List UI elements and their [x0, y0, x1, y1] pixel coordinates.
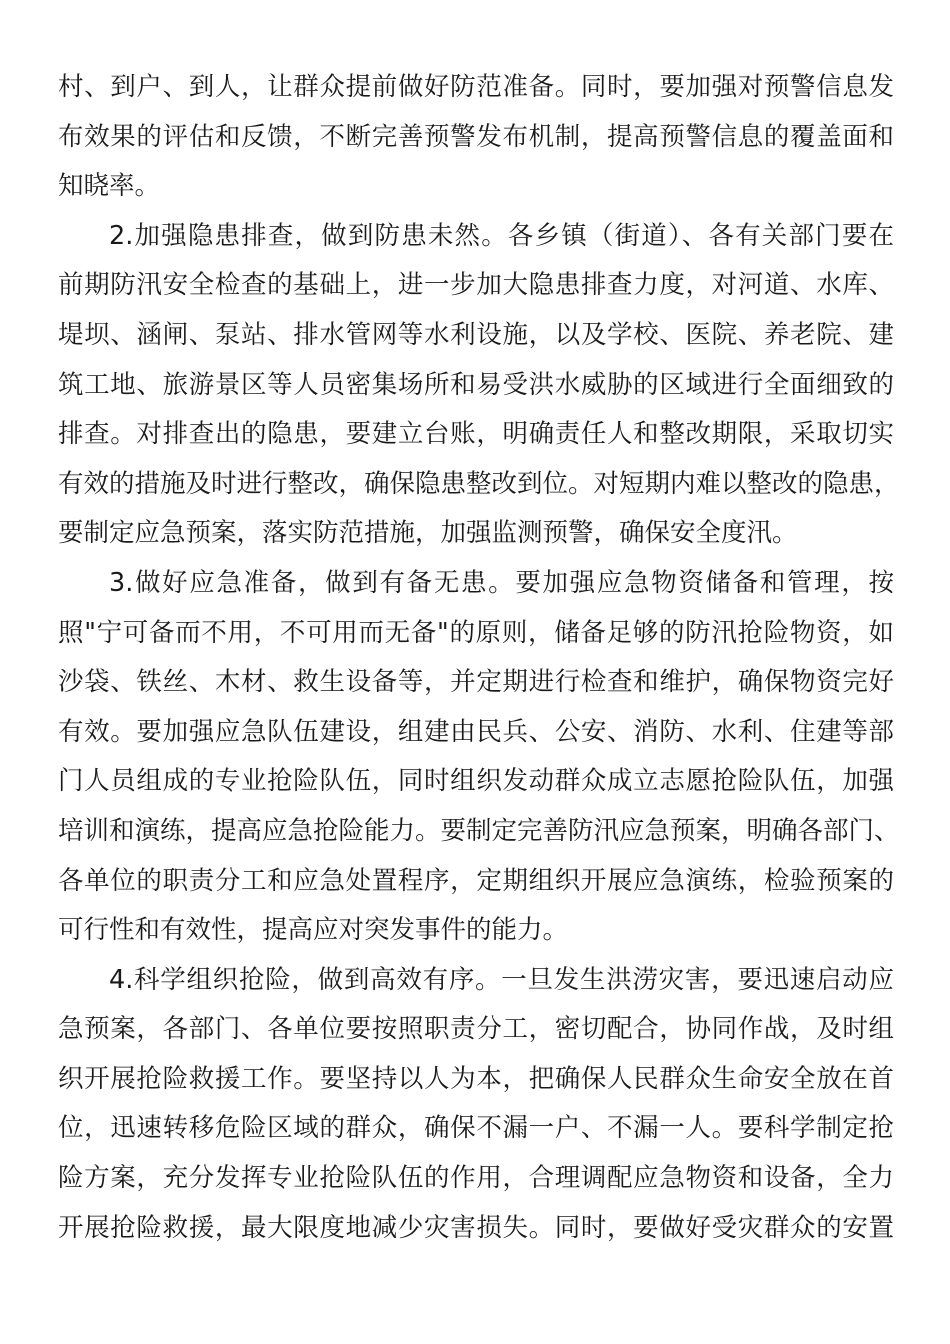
document-body — [58, 63, 900, 1253]
text-line: 开展抢险救援，最大限度地减少灾害损失。同时，要做好受灾群众的安置 — [58, 1212, 894, 1243]
text-line: 培训和演练，提高应急抢险能力。要制定完善防汛应急预案，明确各部门、 — [58, 815, 900, 846]
section-3-heading-line: 3.做好应急准备，做到有备无患。要加强应急物资储备和管理，按 — [109, 567, 894, 598]
text-line: 门人员组成的专业抢险队伍，同时组织发动群众成立志愿抢险队伍，加强 — [58, 766, 894, 797]
text-line: 急预案，各部门、各单位要按照职责分工，密切配合，协同作战，及时组 — [58, 1014, 894, 1045]
section-2-heading-line: 2.加强隐患排查，做到防患未然。各乡镇（街道）、各有关部门要在 — [109, 220, 894, 251]
text-line: 沙袋、铁丝、木材、救生设备等，并定期进行检查和维护，确保物资完好 — [58, 667, 894, 698]
section-4-heading-line: 4.科学组织抢险，做到高效有序。一旦发生洪涝灾害，要迅速启动应 — [109, 964, 894, 995]
text-line: 有效。要加强应急队伍建设，组建由民兵、公安、消防、水利、住建等部 — [58, 716, 894, 747]
text-line: 险方案，充分发挥专业抢险队伍的作用，合理调配应急物资和设备，全力 — [58, 1163, 894, 1194]
text-line: 位，迅速转移危险区域的群众，确保不漏一户、不漏一人。要科学制定抢 — [58, 1113, 894, 1144]
text-line: 知晓率。 — [58, 171, 161, 202]
text-line: 布效果的评估和反馈，不断完善预警发布机制，提高预警信息的覆盖面和 — [58, 121, 894, 152]
text-line: 堤坝、涵闸、泵站、排水管网等水利设施，以及学校、医院、养老院、建 — [58, 319, 894, 350]
text-line: 有效的措施及时进行整改，确保隐患整改到位。对短期内难以整改的隐患， — [58, 468, 900, 499]
text-line: 筑工地、旅游景区等人员密集场所和易受洪水威胁的区域进行全面细致的 — [58, 369, 894, 400]
text-line: 排查。对排查出的隐患，要建立台账，明确责任人和整改期限，采取切实 — [58, 419, 894, 450]
text-line: 织开展抢险救援工作。要坚持以人为本，把确保人民群众生命安全放在首 — [58, 1063, 894, 1094]
text-line: 可行性和有效性，提高应对突发事件的能力。 — [58, 915, 569, 946]
text-line: 村、到户、到人，让群众提前做好防范准备。同时，要加强对预警信息发 — [58, 72, 894, 102]
text-line: 照"宁可备而不用，不可用而无备"的原则，储备足够的防汛抢险物资，如 — [58, 617, 894, 648]
text-line: 各单位的职责分工和应急处置程序，定期组织开展应急演练，检验预案的 — [58, 865, 894, 896]
text-line: 要制定应急预案，落实防范措施，加强监测预警，确保安全度汛。 — [58, 518, 798, 549]
text-line: 前期防汛安全检查的基础上，进一步加大隐患排查力度，对河道、水库、 — [58, 270, 894, 301]
